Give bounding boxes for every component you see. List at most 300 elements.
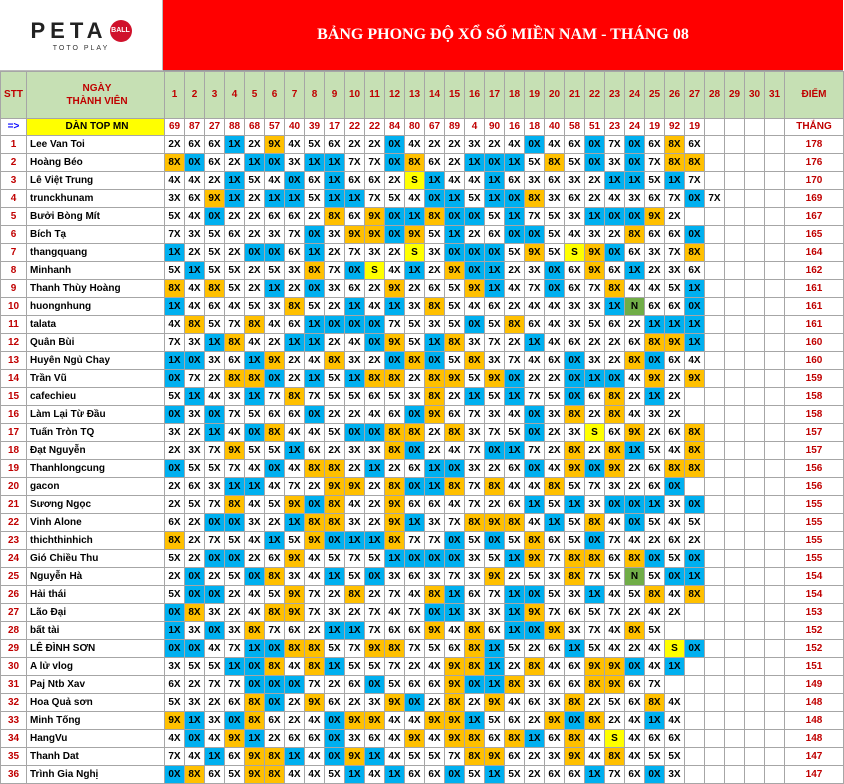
table-row (1, 424, 844, 442)
result-cell: 8X (405, 154, 425, 172)
result-cell: 4X (365, 766, 385, 784)
result-cell: 0X (225, 712, 245, 730)
result-cell: 7X (485, 424, 505, 442)
result-cell: 8X (465, 640, 485, 658)
result-cell: 4X (685, 352, 705, 370)
top-value: 17 (325, 119, 345, 136)
result-cell: 1X (205, 748, 225, 766)
result-cell: 4X (545, 460, 565, 478)
result-cell: 2X (285, 280, 305, 298)
result-cell: 2X (185, 244, 205, 262)
result-cell: 5X (565, 532, 585, 550)
result-cell: 0X (305, 406, 325, 424)
row-score: 152 (785, 640, 844, 658)
result-cell: 7X (525, 208, 545, 226)
empty-cell (765, 262, 785, 280)
result-cell: 2X (285, 694, 305, 712)
result-cell: 7X (265, 388, 285, 406)
result-cell: 7X (545, 550, 565, 568)
result-cell: 5X (225, 280, 245, 298)
result-cell: 1X (525, 496, 545, 514)
result-cell: 5X (165, 208, 185, 226)
result-cell: 7X (705, 190, 725, 208)
result-cell: 1X (185, 388, 205, 406)
result-cell: 5X (225, 568, 245, 586)
result-cell: 1X (365, 748, 385, 766)
result-cell: 1X (185, 712, 205, 730)
empty-cell (725, 442, 745, 460)
result-cell: 4X (585, 730, 605, 748)
result-cell: 0X (445, 244, 465, 262)
result-cell: 8X (225, 496, 245, 514)
result-cell: 8X (465, 514, 485, 532)
result-cell: 5X (645, 442, 665, 460)
result-cell: 8X (565, 442, 585, 460)
row-stt: 36 (1, 766, 27, 784)
header-day-11: 11 (365, 72, 385, 119)
header-day-25: 25 (645, 72, 665, 119)
top-value: 69 (165, 119, 185, 136)
empty-cell (745, 154, 765, 172)
table-row (1, 442, 844, 460)
result-cell: 0X (405, 550, 425, 568)
empty-cell (725, 766, 745, 784)
empty-cell (745, 460, 765, 478)
result-cell: 1X (305, 370, 325, 388)
result-cell: 8X (545, 154, 565, 172)
result-cell: 2X (665, 208, 685, 226)
result-cell: 9X (565, 748, 585, 766)
result-cell: 5X (525, 568, 545, 586)
result-cell: 6X (285, 622, 305, 640)
result-cell: 9X (345, 226, 365, 244)
result-cell: 7X (465, 496, 485, 514)
result-cell: 0X (545, 262, 565, 280)
top-value: 84 (385, 119, 405, 136)
result-cell: 7X (405, 604, 425, 622)
result-cell: 6X (665, 226, 685, 244)
result-cell: 2X (605, 352, 625, 370)
member-name: Minhanh (27, 262, 165, 280)
empty-cell (705, 172, 725, 190)
result-cell: 5X (305, 190, 325, 208)
member-name: Hoa Quả sơn (27, 694, 165, 712)
member-name: Nguyễn Hà (27, 568, 165, 586)
result-cell: 9X (345, 748, 365, 766)
top-value (745, 119, 765, 136)
result-cell: 9X (545, 622, 565, 640)
result-cell: 2X (665, 388, 685, 406)
result-cell: 5X (325, 388, 345, 406)
result-cell: 9X (285, 604, 305, 622)
result-cell: 6X (665, 352, 685, 370)
empty-cell (705, 496, 725, 514)
result-cell: 3X (405, 298, 425, 316)
result-cell: 3X (185, 622, 205, 640)
result-cell: 3X (565, 298, 585, 316)
result-cell: 4X (665, 586, 685, 604)
header-day-22: 22 (585, 72, 605, 119)
result-cell: 1X (345, 370, 365, 388)
result-cell: 3X (565, 208, 585, 226)
result-cell: 4X (205, 730, 225, 748)
header-day-19: 19 (525, 72, 545, 119)
result-cell: 2X (185, 424, 205, 442)
result-cell: 4X (245, 532, 265, 550)
table-row (1, 748, 844, 766)
result-cell: 1X (505, 622, 525, 640)
result-cell: 2X (285, 370, 305, 388)
empty-cell (705, 136, 725, 154)
result-cell: 6X (585, 388, 605, 406)
result-cell: 0X (165, 370, 185, 388)
member-name: Trần Vũ (27, 370, 165, 388)
result-cell: 8X (385, 478, 405, 496)
result-cell: 7X (345, 244, 365, 262)
result-cell: 6X (545, 532, 565, 550)
result-cell: 3X (665, 262, 685, 280)
result-cell: 6X (285, 208, 305, 226)
table-row (1, 478, 844, 496)
result-cell: 4X (605, 190, 625, 208)
result-cell: 1X (445, 190, 465, 208)
result-cell: 7X (205, 676, 225, 694)
result-cell: 1X (265, 532, 285, 550)
result-cell: 0X (205, 514, 225, 532)
empty-cell (685, 406, 705, 424)
result-cell: 7X (605, 766, 625, 784)
result-cell: 6X (545, 730, 565, 748)
result-cell: 1X (585, 586, 605, 604)
result-cell: 6X (545, 640, 565, 658)
result-cell: 9X (585, 262, 605, 280)
empty-cell (685, 478, 705, 496)
result-cell: 2X (325, 442, 345, 460)
empty-cell (765, 172, 785, 190)
result-cell: 1X (165, 244, 185, 262)
result-cell: 4X (185, 172, 205, 190)
result-cell: 0X (265, 694, 285, 712)
result-cell: 2X (265, 730, 285, 748)
result-cell: 9X (265, 136, 285, 154)
result-cell: 7X (365, 622, 385, 640)
result-cell: 1X (605, 298, 625, 316)
result-cell: 2X (365, 496, 385, 514)
result-cell: 8X (425, 298, 445, 316)
result-cell: 8X (385, 640, 405, 658)
result-cell: 4X (665, 712, 685, 730)
empty-cell (745, 532, 765, 550)
result-cell: 7X (445, 514, 465, 532)
result-cell: 7X (225, 640, 245, 658)
result-cell: 5X (285, 532, 305, 550)
result-cell: 0X (205, 208, 225, 226)
result-cell: 0X (385, 226, 405, 244)
result-cell: 8X (245, 694, 265, 712)
result-cell: 8X (285, 298, 305, 316)
result-cell: 0X (405, 442, 425, 460)
result-cell: 1X (505, 586, 525, 604)
result-cell: 3X (565, 622, 585, 640)
result-cell: 8X (405, 352, 425, 370)
table-row (1, 604, 844, 622)
result-cell: 6X (205, 154, 225, 172)
result-cell: 5X (225, 766, 245, 784)
row-stt: 9 (1, 280, 27, 298)
result-cell: 9X (385, 280, 405, 298)
result-cell: 5X (425, 226, 445, 244)
empty-cell (765, 316, 785, 334)
result-cell: 4X (445, 496, 465, 514)
result-cell: 2X (425, 424, 445, 442)
header-day-30: 30 (745, 72, 765, 119)
empty-cell (705, 370, 725, 388)
empty-cell (745, 748, 765, 766)
result-cell: 2X (305, 622, 325, 640)
result-cell: 8X (685, 586, 705, 604)
result-cell: 8X (165, 280, 185, 298)
result-cell: 0X (185, 586, 205, 604)
empty-cell (685, 208, 705, 226)
result-cell: 0X (685, 298, 705, 316)
result-cell: 9X (585, 244, 605, 262)
header-day-12: 12 (385, 72, 405, 119)
header-score: ĐIỂM (785, 72, 844, 119)
result-cell: 3X (525, 172, 545, 190)
header-day-20: 20 (545, 72, 565, 119)
top-value: 16 (505, 119, 525, 136)
empty-cell (685, 658, 705, 676)
result-cell: 6X (545, 172, 565, 190)
result-cell: 8X (605, 442, 625, 460)
header-day-13: 13 (405, 72, 425, 119)
result-cell: 5X (545, 244, 565, 262)
result-cell: 7X (485, 586, 505, 604)
top-value: 27 (205, 119, 225, 136)
result-cell: 7X (365, 604, 385, 622)
result-cell: 7X (465, 478, 485, 496)
empty-cell (745, 586, 765, 604)
result-cell: 8X (625, 226, 645, 244)
member-name: A lử vlog (27, 658, 165, 676)
row-stt: 1 (1, 136, 27, 154)
result-cell: 5X (505, 532, 525, 550)
result-cell: 7X (685, 172, 705, 190)
result-cell: 9X (665, 334, 685, 352)
result-cell: 7X (345, 550, 365, 568)
result-cell: 1X (305, 316, 325, 334)
results-table (0, 71, 844, 784)
result-cell: 8X (605, 748, 625, 766)
result-cell: 5X (265, 496, 285, 514)
result-cell: 2X (345, 604, 365, 622)
result-cell: 4X (365, 406, 385, 424)
result-cell: 8X (585, 550, 605, 568)
empty-cell (685, 694, 705, 712)
result-cell: 4X (445, 442, 465, 460)
empty-cell (725, 280, 745, 298)
result-cell: 6X (405, 766, 425, 784)
result-cell: 3X (385, 568, 405, 586)
result-cell: 0X (225, 514, 245, 532)
result-cell: 3X (465, 604, 485, 622)
result-cell: 6X (265, 406, 285, 424)
top-value: 68 (245, 119, 265, 136)
empty-cell (705, 532, 725, 550)
result-cell: 5X (265, 262, 285, 280)
empty-cell (765, 604, 785, 622)
empty-cell (705, 406, 725, 424)
result-cell: 2X (205, 694, 225, 712)
result-cell: 3X (545, 694, 565, 712)
empty-cell (745, 550, 765, 568)
result-cell: 6X (645, 190, 665, 208)
top-value (705, 119, 725, 136)
result-cell: 1X (605, 172, 625, 190)
empty-cell (745, 190, 765, 208)
empty-cell (745, 712, 765, 730)
result-cell: 4X (665, 442, 685, 460)
row-stt: 13 (1, 352, 27, 370)
empty-cell (765, 766, 785, 784)
result-cell: 1X (685, 568, 705, 586)
top-score: THẮNG (785, 119, 844, 136)
table-row (1, 316, 844, 334)
result-cell: 2X (645, 262, 665, 280)
table-row (1, 226, 844, 244)
result-cell: 7X (225, 316, 245, 334)
result-cell: 5X (665, 550, 685, 568)
empty-cell (745, 172, 765, 190)
row-score: 160 (785, 352, 844, 370)
result-cell: 6X (625, 244, 645, 262)
empty-cell (745, 388, 765, 406)
result-cell: N (625, 568, 645, 586)
empty-cell (765, 514, 785, 532)
member-name: Hoàng Béo (27, 154, 165, 172)
empty-cell (725, 388, 745, 406)
result-cell: 2X (305, 478, 325, 496)
result-cell: 3X (545, 748, 565, 766)
result-cell: 1X (565, 496, 585, 514)
row-stt: 19 (1, 460, 27, 478)
result-cell: 4X (185, 298, 205, 316)
result-cell: 6X (345, 208, 365, 226)
result-cell: 8X (685, 460, 705, 478)
row-score: 148 (785, 712, 844, 730)
result-cell: 8X (325, 460, 345, 478)
row-score: 147 (785, 748, 844, 766)
result-cell: 6X (545, 352, 565, 370)
result-cell: 4X (625, 406, 645, 424)
result-cell: 2X (245, 136, 265, 154)
result-cell: 8X (565, 694, 585, 712)
result-cell: 2X (505, 568, 525, 586)
result-cell: 4X (405, 136, 425, 154)
table-row (1, 208, 844, 226)
result-cell: 1X (545, 514, 565, 532)
result-cell: 6X (565, 280, 585, 298)
logo-ball-icon: BALL (110, 20, 132, 42)
result-cell: 3X (185, 694, 205, 712)
result-cell: 7X (225, 676, 245, 694)
member-name: Huyên Ngủ Chay (27, 352, 165, 370)
result-cell: 8X (425, 370, 445, 388)
result-cell: 6X (165, 514, 185, 532)
empty-cell (685, 622, 705, 640)
result-cell: 8X (385, 532, 405, 550)
empty-cell (725, 514, 745, 532)
result-cell: 1X (285, 190, 305, 208)
empty-cell (765, 694, 785, 712)
empty-cell (765, 442, 785, 460)
result-cell: 4X (625, 370, 645, 388)
result-cell: 7X (205, 532, 225, 550)
result-cell: 5X (505, 640, 525, 658)
result-cell: 0X (265, 154, 285, 172)
table-row (1, 568, 844, 586)
result-cell: 8X (225, 334, 245, 352)
result-cell: 9X (585, 658, 605, 676)
empty-cell (745, 316, 765, 334)
result-cell: 0X (245, 676, 265, 694)
result-cell: 0X (365, 334, 385, 352)
row-stt: 31 (1, 676, 27, 694)
result-cell: 0X (585, 136, 605, 154)
result-cell: 4X (385, 730, 405, 748)
result-cell: 8X (305, 640, 325, 658)
top-value: 39 (305, 119, 325, 136)
result-cell: 1X (505, 442, 525, 460)
result-cell: 6X (625, 334, 645, 352)
result-cell: 6X (565, 604, 585, 622)
logo-text: PETA (30, 18, 108, 43)
result-cell: 6X (225, 226, 245, 244)
result-cell: 2X (405, 280, 425, 298)
row-score: 151 (785, 658, 844, 676)
row-stt: 34 (1, 730, 27, 748)
result-cell: 1X (185, 262, 205, 280)
result-cell: 5X (405, 316, 425, 334)
result-cell: 8X (425, 208, 445, 226)
result-cell: 2X (685, 532, 705, 550)
result-cell: 4X (625, 712, 645, 730)
result-cell: 3X (165, 658, 185, 676)
result-cell: 6X (525, 694, 545, 712)
result-cell: 8X (385, 424, 405, 442)
result-cell: 1X (505, 388, 525, 406)
result-cell: 1X (485, 658, 505, 676)
empty-cell (745, 496, 765, 514)
result-cell: 0X (405, 478, 425, 496)
top-value: 19 (685, 119, 705, 136)
result-cell: 3X (545, 568, 565, 586)
result-cell: 0X (445, 208, 465, 226)
result-cell: 1X (685, 334, 705, 352)
result-cell: 4X (505, 280, 525, 298)
result-cell: 1X (245, 352, 265, 370)
table-row (1, 532, 844, 550)
result-cell: 4X (345, 496, 365, 514)
empty-cell (705, 748, 725, 766)
empty-cell (725, 352, 745, 370)
result-cell: 0X (585, 532, 605, 550)
result-cell: 0X (445, 532, 465, 550)
empty-cell (705, 658, 725, 676)
result-cell: 2X (165, 568, 185, 586)
result-cell: 1X (585, 370, 605, 388)
result-cell: 3X (345, 514, 365, 532)
